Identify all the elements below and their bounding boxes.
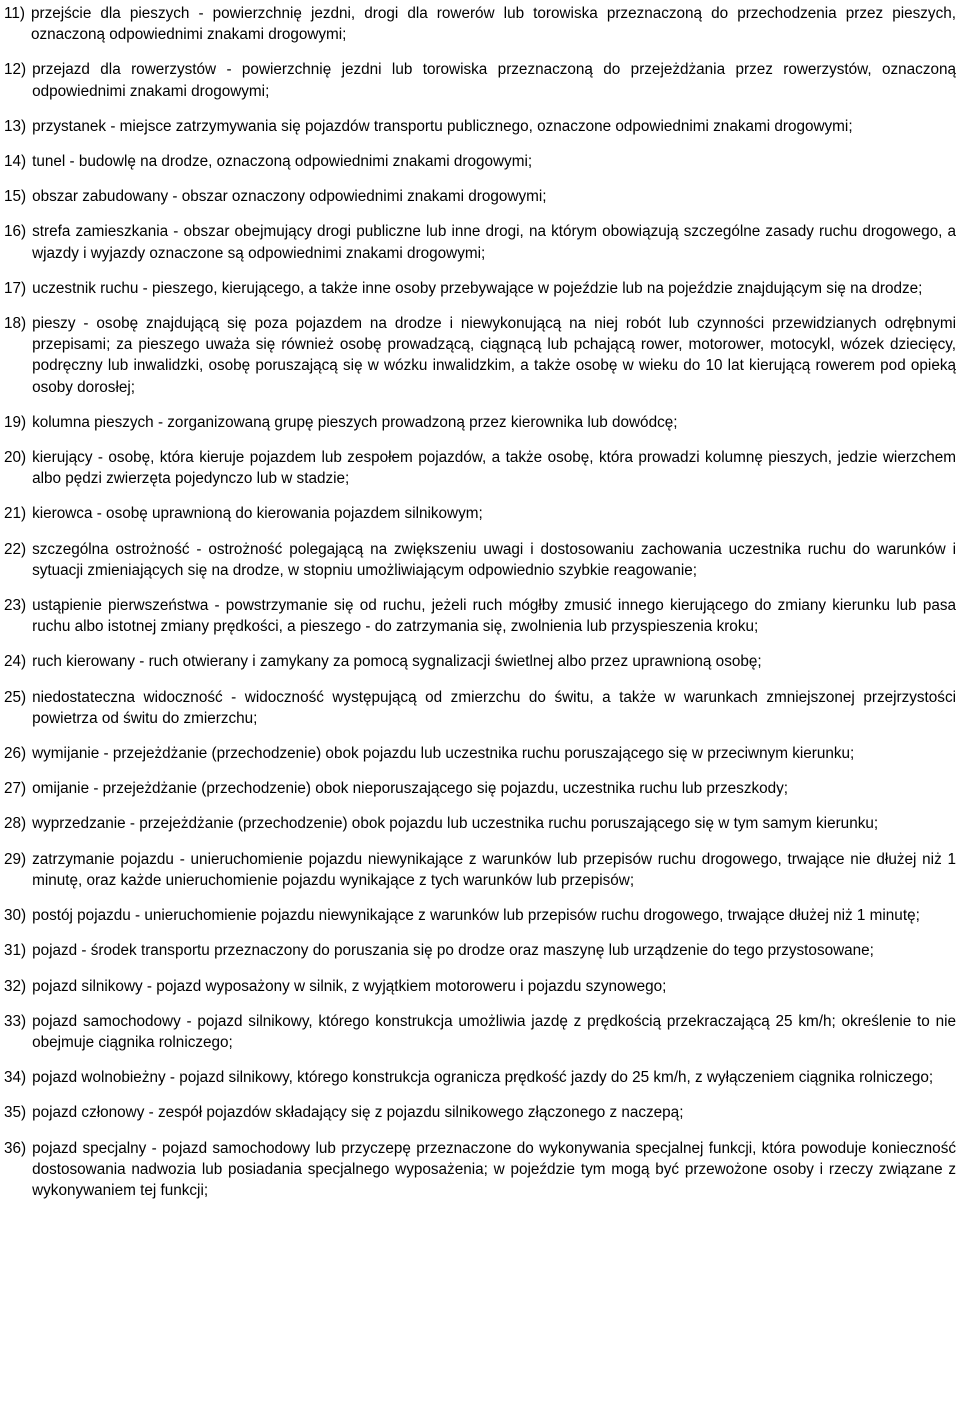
- definition-item: [4, 849, 956, 891]
- definition-item: [4, 905, 956, 926]
- definition-text: pojazd wolnobieżny - pojazd silnikowy, którego konstrukcja ogranicza prędkość jazdy do 25 km/h, z wyłączeniem ciągnika rolniczego;: [32, 1069, 934, 1087]
- definition-list: [4, 3, 956, 1201]
- definition-text: wymijanie - przejeżdżanie (przechodzenie) obok pojazdu lub uczestnika ruchu poruszającego się w przeciwnym kierunku;: [32, 745, 855, 763]
- definition-item: [4, 976, 956, 997]
- definition-number: 14): [4, 153, 27, 171]
- definition-number: 12): [4, 61, 27, 79]
- definition-text: pojazd - środek transportu przeznaczony do poruszania się po drodze oraz maszynę lub urządzenie do tego przystosowane;: [32, 942, 874, 960]
- definition-number: 24): [4, 653, 27, 671]
- definition-item: [4, 186, 956, 207]
- definition-number: 34): [4, 1069, 27, 1087]
- definition-number: 30): [4, 907, 27, 925]
- definition-text: strefa zamieszkania - obszar obejmujący drogi publiczne lub inne drogi, na którym obowiązują szczególne zasady ruchu drogowego, a wjazdy i wyjazdy oznaczone są odpowiednimi znakami drogowymi;: [32, 223, 956, 262]
- definition-text: kolumna pieszych - zorganizowaną grupę pieszych prowadzoną przez kierownika lub dowódcę;: [32, 413, 678, 431]
- definition-text: kierujący - osobę, która kieruje pojazdem lub zespołem pojazdów, a także osobę, która prowadzi kolumnę pieszych, jedzie wierzchem albo pędzi zwierzęta pojedynczo lub w stadzie;: [32, 449, 956, 488]
- definition-text: kierowca - osobę uprawnioną do kierowania pojazdem silnikowym;: [32, 505, 483, 523]
- definition-item: [4, 778, 956, 799]
- definition-item: [4, 1102, 956, 1123]
- definition-text: pojazd samochodowy - pojazd silnikowy, którego konstrukcja umożliwia jazdę z prędkością przekraczającą 25 km/h; określenie to nie obejmuje ciągnika rolniczego;: [32, 1012, 956, 1051]
- definition-number: 21): [4, 505, 27, 523]
- definition-text: pieszy - osobę znajdującą się poza pojazdem na drodze i niewykonującą na niej robót lub czynności przewidzianych odrębnymi przepisami; za pieszego uważa się również osobę prowadzącą, ciągnącą lub pchającą rower, motorower, motocykl, wózek dziecięcy, podręczny lub inwalidzki, osobę poruszającą się w wózku inwalidzkim, a także osobę w wieku do 10 lat kierującą rowerem pod opieką osoby dorosłej;: [32, 315, 956, 396]
- definition-number: 29): [4, 850, 27, 868]
- definition-number: 22): [4, 540, 27, 558]
- definition-item: [4, 116, 956, 137]
- definition-number: 15): [4, 188, 27, 206]
- definition-text: wyprzedzanie - przejeżdżanie (przechodzenie) obok pojazdu lub uczestnika ruchu poruszającego się w tym samym kierunku;: [32, 815, 879, 833]
- definition-number: 35): [4, 1104, 27, 1122]
- definition-item: [4, 278, 956, 299]
- definition-item: [4, 743, 956, 764]
- definition-item: [4, 151, 956, 172]
- definition-item: [4, 813, 956, 834]
- definition-item: [4, 447, 956, 489]
- definition-number: 26): [4, 745, 27, 763]
- definition-text: przejazd dla rowerzystów - powierzchnię jezdni lub torowiska przeznaczoną do przejeżdżania przez rowerzystów, oznaczoną odpowiednimi znakami drogowymi;: [32, 61, 956, 100]
- definition-number: 11): [4, 5, 25, 22]
- definition-text: tunel - budowlę na drodze, oznaczoną odpowiednimi znakami drogowymi;: [32, 153, 533, 171]
- definition-item: [4, 1011, 956, 1053]
- definition-number: 16): [4, 223, 27, 241]
- definition-item: [4, 595, 956, 637]
- definition-text: pojazd członowy - zespół pojazdów składający się z pojazdu silnikowego złączonego z naczepą;: [32, 1104, 684, 1122]
- definition-number: 20): [4, 449, 27, 467]
- definition-number: 33): [4, 1012, 27, 1030]
- definition-text: ruch kierowany - ruch otwierany i zamykany za pomocą sygnalizacji świetlnej albo przez uprawnioną osobę;: [32, 653, 762, 671]
- definition-text: szczególna ostrożność - ostrożność polegającą na zwiększeniu uwagi i dostosowaniu zachowania uczestnika ruchu do warunków i sytuacji zmieniających się na drodze, w stopniu umożliwiającym odpowiednio szybkie reagowanie;: [32, 540, 956, 579]
- definition-text: uczestnik ruchu - pieszego, kierującego, a także inne osoby przebywające w pojeździe lub na pojeździe znajdującym się na drodze;: [32, 279, 923, 297]
- definition-text: postój pojazdu - unieruchomienie pojazdu niewynikające z warunków lub przepisów ruchu drogowego, trwające dłużej niż 1 minutę;: [32, 907, 920, 925]
- definition-item: [4, 503, 956, 524]
- definition-item: [4, 651, 956, 672]
- definition-item: [4, 3, 956, 45]
- definition-number: 36): [4, 1139, 27, 1157]
- definition-number: 23): [4, 597, 27, 615]
- definition-item: [4, 687, 956, 729]
- definition-item: [4, 221, 956, 263]
- definition-number: 17): [4, 279, 27, 297]
- definition-number: 28): [4, 815, 27, 833]
- definition-item: [4, 59, 956, 101]
- definition-item: [4, 940, 956, 961]
- definition-text: pojazd specjalny - pojazd samochodowy lub przyczepę przeznaczone do wykonywania specjalnej funkcji, która powoduje konieczność dostosowania nadwozia lub posiadania specjalnego wyposażenia; w pojeździe tym mogą być przewożone osoby i rzeczy związane z wykonywaniem tej funkcji;: [32, 1139, 956, 1199]
- definition-item: [4, 412, 956, 433]
- definition-number: 27): [4, 780, 27, 798]
- definition-text: przejście dla pieszych - powierzchnię jezdni, drogi dla rowerów lub torowiska przeznaczoną do przechodzenia przez pieszych, oznaczoną odpowiednimi znakami drogowymi;: [30, 5, 956, 44]
- definition-number: 32): [4, 977, 27, 995]
- definition-number: 31): [4, 942, 27, 960]
- definition-text: obszar zabudowany - obszar oznaczony odpowiednimi znakami drogowymi;: [32, 188, 547, 206]
- definition-number: 25): [4, 688, 27, 706]
- definition-number: 19): [4, 413, 27, 431]
- definition-item: [4, 1067, 956, 1088]
- definition-item: [4, 313, 956, 398]
- definition-text: omijanie - przejeżdżanie (przechodzenie) obok nieporuszającego się pojazdu, uczestnika ruchu lub przeszkody;: [32, 780, 789, 798]
- definition-text: pojazd silnikowy - pojazd wyposażony w silnik, z wyjątkiem motoroweru i pojazdu szynowego;: [32, 977, 667, 995]
- definition-number: 18): [4, 315, 27, 333]
- definition-text: zatrzymanie pojazdu - unieruchomienie pojazdu niewynikające z warunków lub przepisów ruchu drogowego, trwające nie dłużej niż 1 minutę, oraz każde unieruchomienie pojazdu wynikające z tych warunków lub przepisów;: [32, 850, 956, 889]
- definition-number: 13): [4, 117, 27, 135]
- definition-text: ustąpienie pierwszeństwa - powstrzymanie się od ruchu, jeżeli ruch mógłby zmusić innego kierującego do zmiany kierunku lub pasa ruchu albo istotnej zmiany prędkości, a pieszego - do zatrzymania się, zwolnienia lub przyspieszenia kroku;: [32, 597, 956, 636]
- definition-item: [4, 539, 956, 581]
- definition-item: [4, 1138, 956, 1202]
- definition-text: przystanek - miejsce zatrzymywania się pojazdów transportu publicznego, oznaczone odpowiednimi znakami drogowymi;: [32, 117, 853, 135]
- definition-text: niedostateczna widoczność - widoczność występującą od zmierzchu do świtu, a także w warunkach zmniejszonej przejrzystości powietrza od świtu do zmierzchu;: [32, 688, 956, 727]
